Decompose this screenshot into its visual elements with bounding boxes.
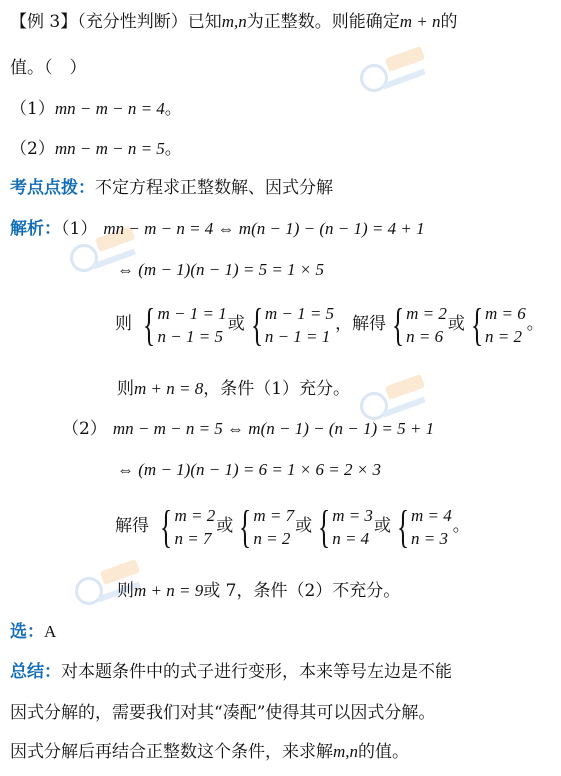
math: m,n [333, 742, 359, 761]
jiexi-p1-systems [115, 300, 544, 348]
kaodian-label: 考点点拨： [10, 178, 95, 198]
jiexi-label: 解析： [10, 219, 61, 239]
zongjie-line-3 [10, 741, 409, 763]
text: 或 [373, 516, 391, 536]
text: ，解得 [335, 314, 387, 334]
text: n = 6 [406, 326, 444, 346]
text: 对本题条件中的式子进行变形，本来等号左边是不能 [61, 662, 452, 682]
condition-2 [10, 138, 182, 160]
equation-system: { m = 6 n = 2 [470, 298, 526, 350]
zongjie-line-1 [10, 661, 452, 683]
jiexi-p2-result [117, 580, 400, 602]
text: m = 4 [411, 505, 452, 525]
text: n − 1 = 5 [157, 326, 223, 346]
math: m,n [221, 12, 247, 31]
text: 的值。 [358, 742, 410, 762]
math: mn − m − n = 4 [54, 99, 165, 118]
example-prefix: 【例 3】 [10, 12, 78, 32]
math: m + n [399, 12, 441, 31]
text: 。 [164, 99, 182, 119]
text: （1） [10, 99, 55, 119]
jiexi-line-1 [10, 218, 425, 240]
math: mn − m − n = 4 ⇔ m(n − 1) − (n − 1) = 4 + 1 [103, 219, 425, 238]
equation-system: { m = 2 n = 7 [160, 500, 216, 552]
xuan-label: 选： [10, 622, 44, 642]
example-tag: （充分性判断） [77, 12, 188, 32]
text: 或 [295, 516, 313, 536]
zongjie-line-2: 因式分解的，需要我们对其“凑配”使得其可以因式分解。 [10, 703, 436, 723]
text: m = 3 [332, 505, 373, 525]
text: 。 [164, 139, 182, 159]
text: m = 2 [174, 505, 216, 525]
text: n = 2 [253, 528, 291, 548]
text: 。 [452, 516, 470, 536]
equation-system: { m − 1 = 5 n − 1 = 1 [250, 298, 335, 350]
kaodian-line [10, 177, 333, 199]
text: 。 [526, 314, 544, 334]
text: ，条件（1）充分。 [203, 379, 351, 399]
equation-system: { m = 7 n = 2 [239, 500, 295, 552]
equation-system: { m = 4 n = 3 [396, 500, 452, 552]
math: mn − m − n = 5 ⇔ m(n − 1) − (n − 1) = 5 + 1 [112, 419, 435, 438]
condition-1 [10, 98, 182, 120]
equation-system: { m = 2 n = 6 [392, 298, 447, 350]
text: m − 1 = 5 [264, 303, 335, 323]
text: 的 [440, 12, 458, 32]
text: 或 7，条件（2）不充分。 [203, 581, 401, 601]
math: m + n = 9 [134, 581, 204, 600]
text: m = 2 [406, 303, 447, 323]
text: n − 1 = 1 [264, 326, 331, 346]
text: m = 6 [485, 303, 526, 323]
xuan-line [10, 621, 56, 643]
answer: A [44, 622, 57, 641]
equation-system: { m = 3 n = 4 [318, 500, 373, 552]
text: n = 3 [411, 528, 449, 548]
text: m − 1 = 1 [157, 303, 227, 323]
example-line-1 [10, 11, 458, 33]
jiexi-p1-result [117, 378, 350, 400]
text: 则 [117, 379, 134, 399]
text: 解得 [115, 516, 149, 536]
math: mn − m − n = 5 [54, 139, 165, 158]
jiexi-p2-line-1 [62, 418, 434, 440]
text: n = 7 [174, 528, 212, 548]
math: m + n = 8 [134, 379, 204, 398]
jiexi-p2-line-2: ⇔ (m − 1)(n − 1) = 6 = 1 × 6 = 2 × 3 [117, 460, 381, 479]
zongjie-label: 总结： [10, 662, 61, 682]
text: 或 [227, 314, 245, 334]
example-line-2: 值。（ ） [10, 58, 87, 78]
jiexi-p2-systems [115, 502, 470, 550]
text: 已知 [187, 12, 222, 32]
text: 则 [115, 314, 132, 334]
text: n = 4 [332, 528, 370, 548]
text: 或 [216, 516, 234, 536]
text: 因式分解后再结合正整数这个条件，来求解 [10, 742, 333, 762]
equation-system: { m − 1 = 1 n − 1 = 5 [143, 298, 227, 350]
text: 为正整数。则能确定 [246, 12, 400, 32]
text: （1） [61, 219, 98, 239]
text: （2） [62, 419, 107, 439]
text: （2） [10, 139, 55, 159]
text: 不定方程求正整数解、因式分解 [95, 178, 333, 198]
text: 或 [447, 314, 465, 334]
text: n = 2 [485, 326, 522, 346]
text: m = 7 [253, 505, 295, 525]
jiexi-p1-line-2: ⇔ (m − 1)(n − 1) = 5 = 1 × 5 [117, 260, 325, 279]
text: 则 [117, 581, 134, 601]
watermark-logo [360, 52, 430, 98]
